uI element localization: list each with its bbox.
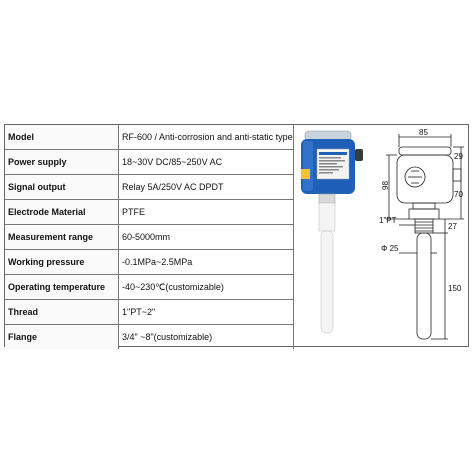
spec-value: PTFE [119, 200, 294, 225]
spec-value: -0.1MPa~2.5MPa [119, 250, 294, 275]
spec-label: Model [5, 125, 119, 150]
spec-table [5, 125, 294, 349]
spec-value: -40~230℃(customizable) [119, 275, 294, 300]
spec-value: RF-600 / Anti-corrosion and anti-static type [119, 125, 294, 150]
ptfe-probe [321, 231, 333, 333]
dimension-drawing [386, 134, 464, 339]
spec-value: 18~30V DC/85~250V AC [119, 150, 294, 175]
spec-label: Flange [5, 325, 119, 350]
table-row [5, 225, 294, 250]
spec-label: Operating temperature [5, 275, 119, 300]
table-row [5, 125, 294, 150]
spec-label: Measurement range [5, 225, 119, 250]
spec-label: Electrode Material [5, 200, 119, 225]
dim-housing-height-label: 98 [381, 181, 390, 190]
dim-body-label: 70 [454, 190, 463, 199]
dim-probe-len-label: 150 [448, 284, 462, 293]
product-photo [301, 131, 363, 333]
spec-label: Power supply [5, 150, 119, 175]
table-row [5, 150, 294, 175]
spec-label: Working pressure [5, 250, 119, 275]
dim-thread-len-label: 27 [448, 222, 457, 231]
table-row [5, 325, 294, 350]
table-row [5, 175, 294, 200]
spec-value: 3/4" ~8"(customizable) [119, 325, 294, 350]
spec-value: 1"PT~2" [119, 300, 294, 325]
spec-value: Relay 5A/250V AC DPDT [119, 175, 294, 200]
dim-diameter-label: Φ 25 [381, 244, 399, 253]
table-row [5, 250, 294, 275]
product-figure [291, 125, 468, 346]
table-row [5, 200, 294, 225]
spec-label: Signal output [5, 175, 119, 200]
table-row [5, 275, 294, 300]
spec-label: Thread [5, 300, 119, 325]
dim-top-label: 29 [454, 152, 463, 161]
spec-table-container [4, 124, 469, 347]
table-row [5, 300, 294, 325]
dim-thread-label: 1"PT [379, 216, 397, 225]
dim-width-label: 85 [419, 128, 428, 137]
spec-value: 60-5000mm [119, 225, 294, 250]
